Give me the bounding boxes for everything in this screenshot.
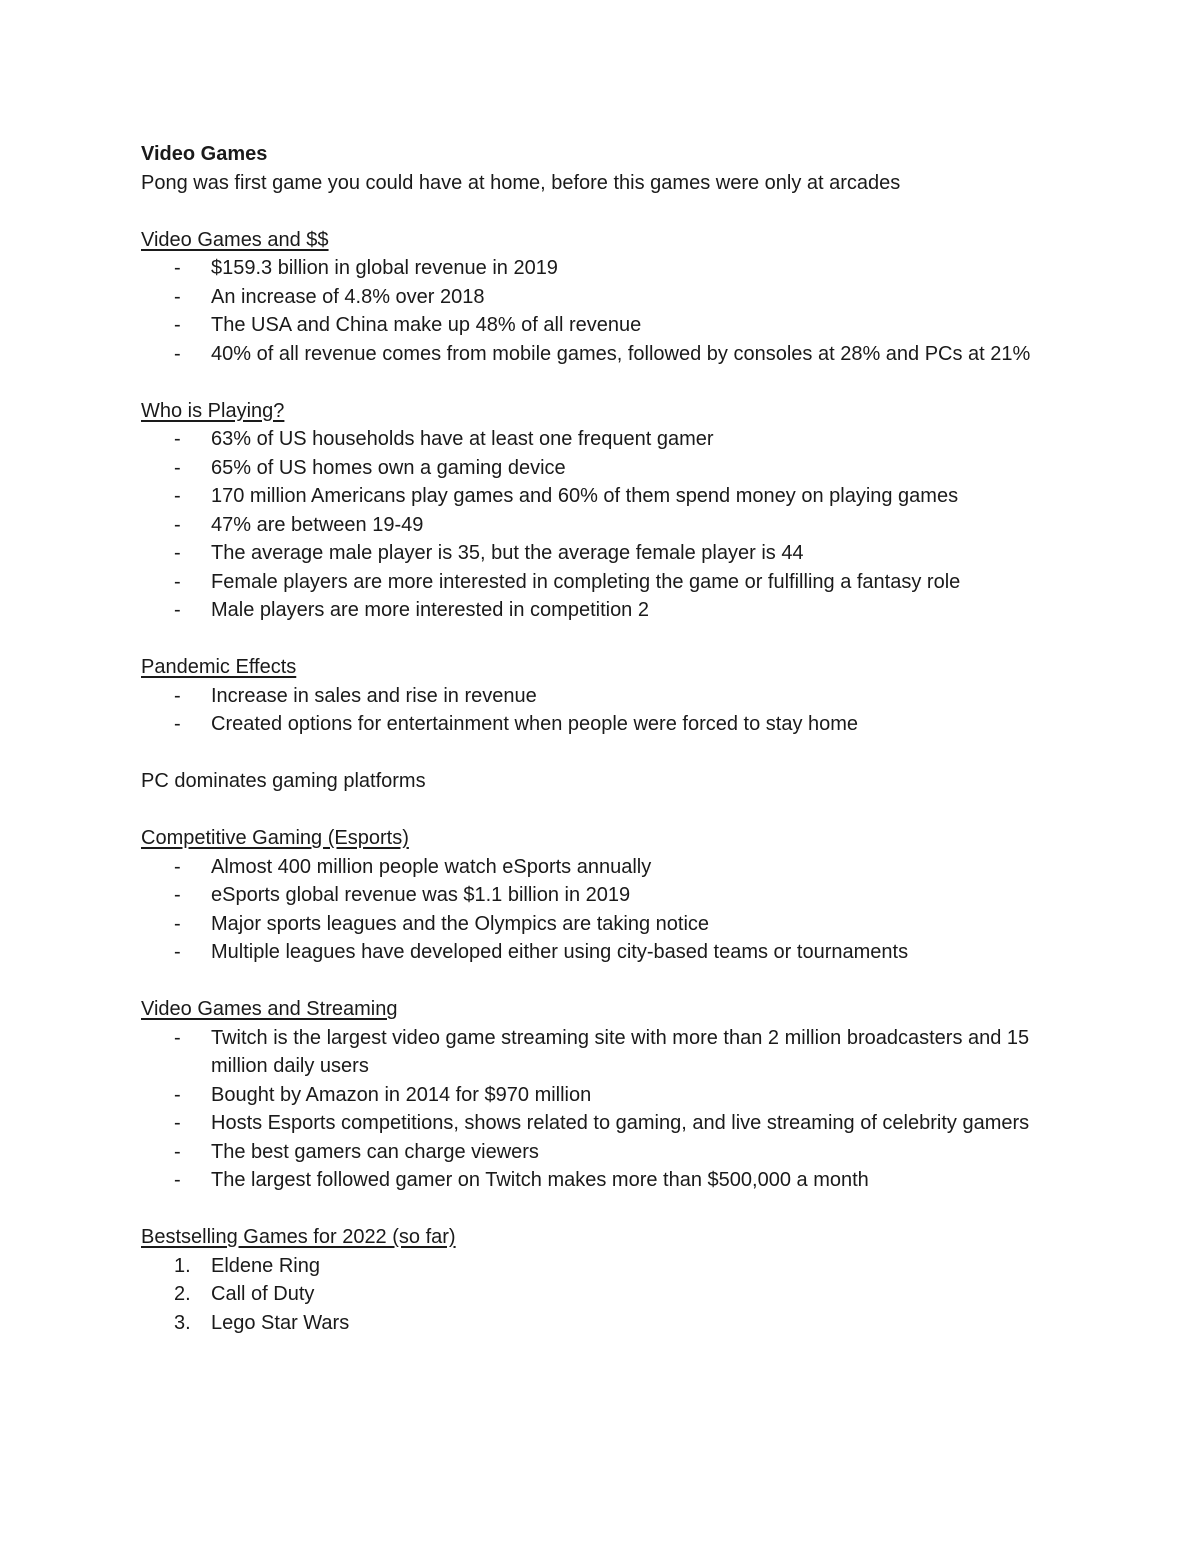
section-heading-streaming: Video Games and Streaming <box>141 998 398 1020</box>
dash-marker: - <box>174 257 181 279</box>
dash-marker: - <box>174 428 181 450</box>
number-marker: 1. <box>174 1254 191 1277</box>
dash-marker: - <box>174 570 181 593</box>
list-item <box>141 1309 1061 1338</box>
intro-paragraph: Pong was first game you could have at home, before this games were only at arcades <box>141 171 901 194</box>
dash-marker: - <box>174 285 181 308</box>
dash-marker: - <box>174 314 181 336</box>
list-item <box>141 881 1061 910</box>
list-item <box>141 311 1061 340</box>
list-item-text: Hosts Esports competitions, shows related to gaming, and live streaming of celebrity gamers <box>211 1112 1030 1134</box>
list-item-text: Twitch is the largest video game streaming site with more than 2 million broadcasters and 15 million daily users <box>211 1026 1030 1077</box>
list-item <box>141 1024 1061 1081</box>
list-item-text: Female players are more interested in completing the game or fulfilling a fantasy role <box>211 570 961 593</box>
list-item <box>141 596 1061 625</box>
list-item <box>141 254 1061 283</box>
list-item-text: Bought by Amazon in 2014 for $970 million <box>211 1083 592 1106</box>
list-item-text: Increase in sales and rise in revenue <box>211 684 537 707</box>
spacer <box>141 368 1061 397</box>
list-item <box>141 1280 1061 1309</box>
dash-marker: - <box>174 684 181 707</box>
list-item <box>141 340 1061 369</box>
section-heading-pandemic-effects: Pandemic Effects <box>141 656 297 678</box>
dash-marker: - <box>174 599 181 621</box>
list-item-text: The USA and China make up 48% of all revenue <box>211 314 642 336</box>
dash-marker: - <box>174 1083 181 1106</box>
list-item <box>141 1081 1061 1110</box>
list-item-text: An increase of 4.8% over 2018 <box>211 285 485 308</box>
list-item <box>141 1252 1061 1281</box>
list-item-text: Major sports leagues and the Olympics are taking notice <box>211 912 710 935</box>
spacer <box>141 625 1061 654</box>
list-item-text: The largest followed gamer on Twitch makes more than $500,000 a month <box>211 1169 869 1191</box>
list-item <box>141 425 1061 454</box>
list-item <box>141 1138 1061 1167</box>
list-item <box>141 511 1061 540</box>
list-item <box>141 539 1061 568</box>
list-item-text: 63% of US households have at least one frequent gamer <box>211 428 714 450</box>
section-heading-bestselling: Bestselling Games for 2022 (so far) <box>141 1226 456 1248</box>
dash-marker: - <box>174 1140 181 1163</box>
spacer <box>141 967 1061 996</box>
dash-marker: - <box>174 1169 181 1191</box>
list-item-text: 65% of US homes own a gaming device <box>211 456 566 479</box>
number-marker: 2. <box>174 1283 191 1305</box>
dash-marker: - <box>174 1112 181 1134</box>
list-item <box>141 1166 1061 1195</box>
spacer <box>141 1195 1061 1224</box>
dash-marker: - <box>174 713 181 735</box>
list-item-text: 170 million Americans play games and 60% of them spend money on playing games <box>211 485 959 507</box>
list-item-text: Male players are more interested in competition 2 <box>211 599 649 621</box>
list-item-text: Call of Duty <box>211 1283 315 1305</box>
dash-marker: - <box>174 342 181 365</box>
list-item <box>141 710 1061 739</box>
section-heading-video-games-money: Video Games and $$ <box>141 228 329 251</box>
list-item <box>141 482 1061 511</box>
list-item-text: Created options for entertainment when people were forced to stay home <box>211 713 859 735</box>
list-item-text: The best gamers can charge viewers <box>211 1140 539 1163</box>
dash-marker: - <box>174 456 181 479</box>
dash-marker: - <box>174 941 181 963</box>
list-item-text: 47% are between 19-49 <box>211 513 424 536</box>
list-item <box>141 568 1061 597</box>
bullet-list-pandemic-effects <box>141 682 1061 739</box>
list-item-text: Eldene Ring <box>211 1254 320 1277</box>
bullet-list-who-is-playing <box>141 425 1061 625</box>
list-item-text: Multiple leagues have developed either using city-based teams or tournaments <box>211 941 909 963</box>
list-item <box>141 853 1061 882</box>
dash-marker: - <box>174 855 181 878</box>
dash-marker: - <box>174 1026 181 1049</box>
bullet-list-video-games-money <box>141 254 1061 368</box>
document-page <box>141 140 1061 1337</box>
list-item-text: Almost 400 million people watch eSports annually <box>211 855 652 878</box>
list-item-text: The average male player is 35, but the average female player is 44 <box>211 542 804 564</box>
spacer <box>141 796 1061 825</box>
list-item <box>141 283 1061 312</box>
bullet-list-streaming <box>141 1024 1061 1195</box>
dash-marker: - <box>174 912 181 935</box>
list-item <box>141 682 1061 711</box>
list-item-text: 40% of all revenue comes from mobile games, followed by consoles at 28% and PCs at 21% <box>211 342 1031 365</box>
list-item <box>141 454 1061 483</box>
list-item <box>141 1109 1061 1138</box>
numbered-list-bestselling <box>141 1252 1061 1338</box>
bullet-list-competitive-gaming <box>141 853 1061 967</box>
pc-dominates-line: PC dominates gaming platforms <box>141 770 426 792</box>
dash-marker: - <box>174 485 181 507</box>
dash-marker: - <box>174 542 181 564</box>
list-item <box>141 910 1061 939</box>
spacer <box>141 739 1061 768</box>
section-heading-who-is-playing: Who is Playing? <box>141 399 285 422</box>
list-item <box>141 938 1061 967</box>
list-item-text: eSports global revenue was $1.1 billion in 2019 <box>211 884 631 906</box>
list-item-text: $159.3 billion in global revenue in 2019 <box>211 257 558 279</box>
document-title: Video Games <box>141 143 268 165</box>
spacer <box>141 197 1061 226</box>
number-marker: 3. <box>174 1311 191 1334</box>
list-item-text: Lego Star Wars <box>211 1311 350 1334</box>
dash-marker: - <box>174 513 181 536</box>
section-heading-competitive-gaming: Competitive Gaming (Esports) <box>141 827 409 849</box>
dash-marker: - <box>174 884 181 906</box>
